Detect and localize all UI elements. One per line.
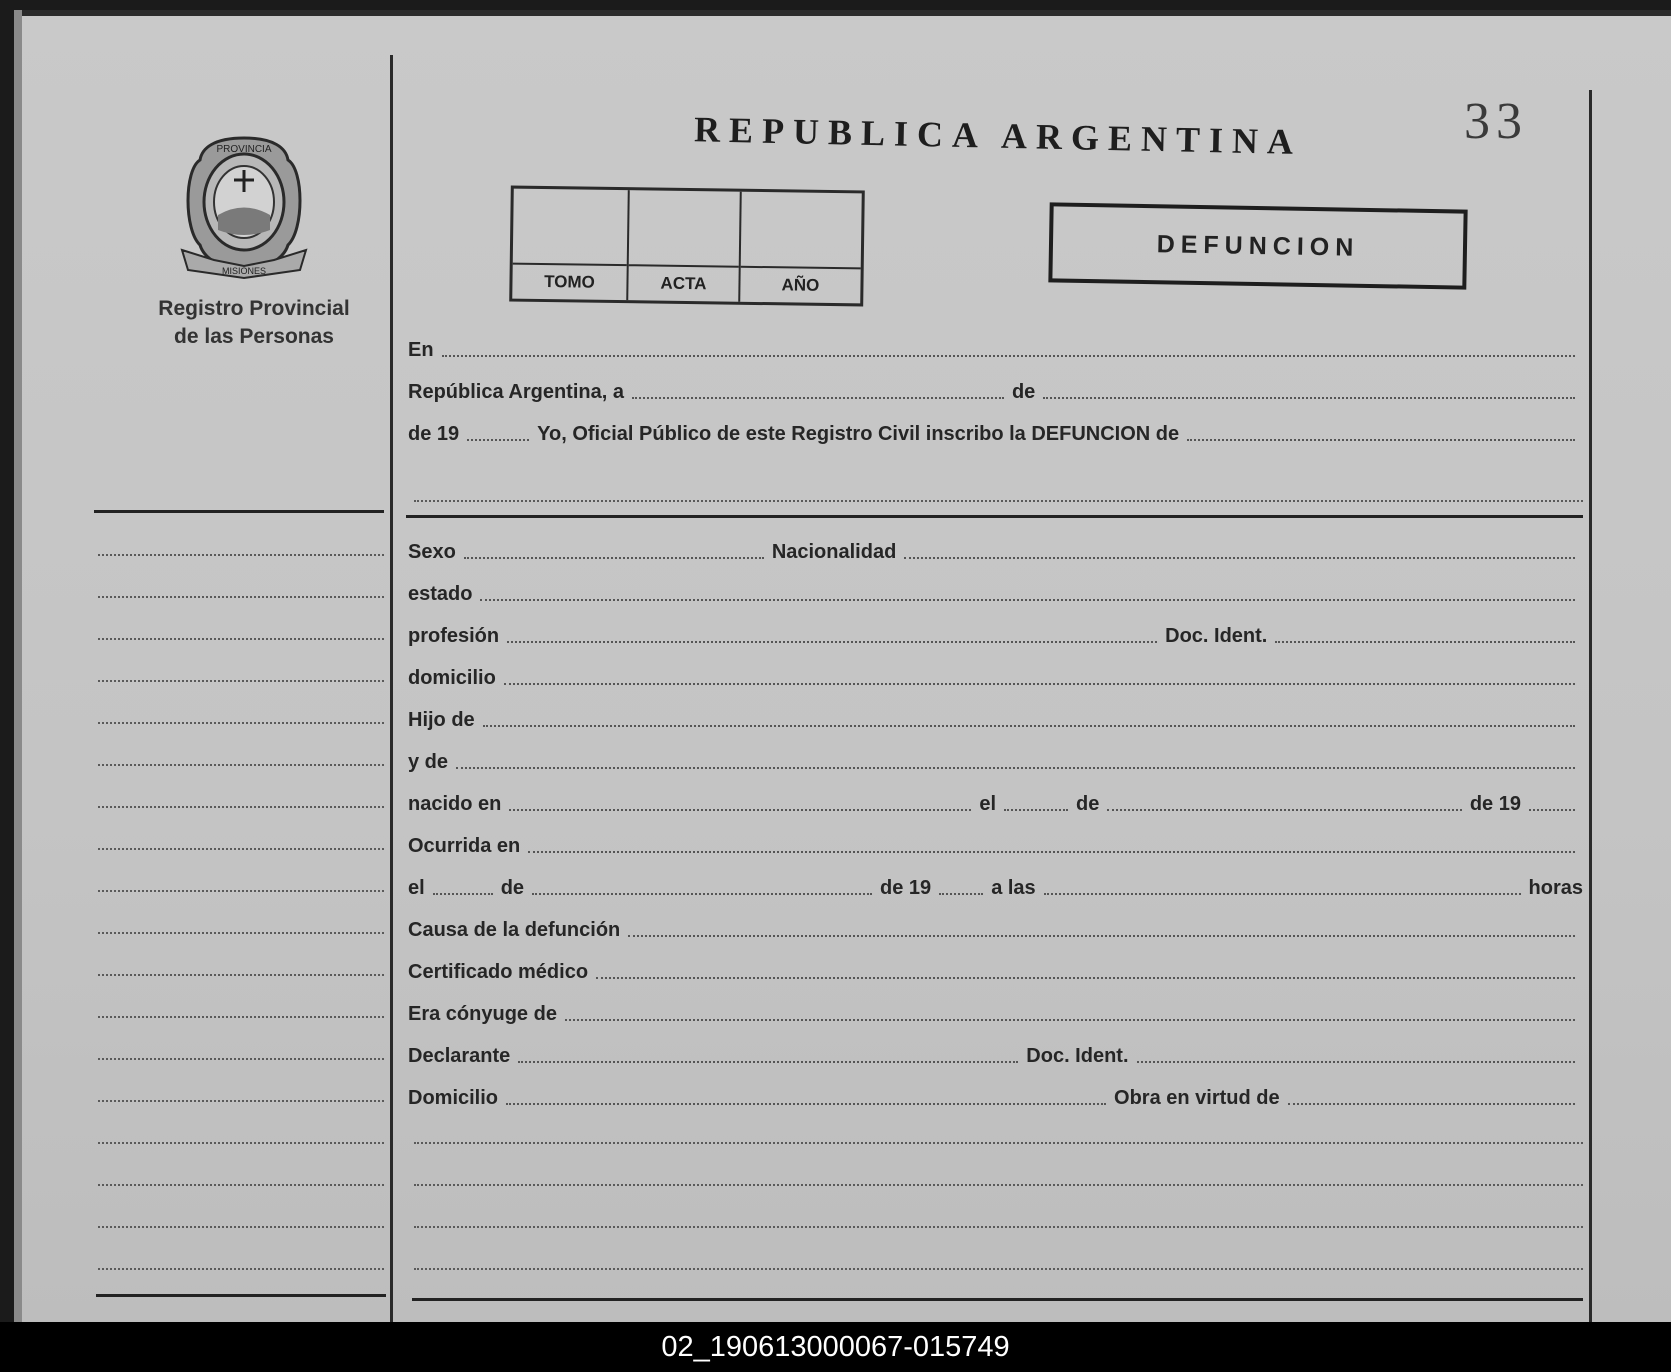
label-profesion: profesión <box>408 625 500 647</box>
left-annotation-line[interactable] <box>98 722 384 724</box>
field-year[interactable] <box>467 439 529 441</box>
organization-line-1: Registro Provincial <box>158 297 350 320</box>
svg-text:PROVINCIA: PROVINCIA <box>216 144 272 155</box>
page-title: REPUBLICA ARGENTINA <box>693 109 1303 163</box>
field-nacionalidad[interactable] <box>904 557 1575 559</box>
field-domicilio-declarante[interactable] <box>506 1103 1106 1105</box>
row-estado <box>408 576 1583 606</box>
main-separator <box>406 515 1583 518</box>
ano-label: AÑO <box>740 266 860 304</box>
left-annotation-line[interactable] <box>98 1184 384 1186</box>
left-annotation-line[interactable] <box>98 932 384 934</box>
field-death-year[interactable] <box>939 893 983 895</box>
left-column-rule <box>390 55 393 1322</box>
row-ocurrida <box>408 828 1583 858</box>
left-annotation-line[interactable] <box>98 890 384 892</box>
label-de-month: de <box>1011 381 1036 403</box>
field-obra[interactable] <box>1288 1103 1575 1105</box>
label-yo: Yo, Oficial Público de este Registro Civil inscribo la DEFUNCION de <box>537 423 1180 445</box>
row-domicilio-declarante <box>408 1080 1583 1110</box>
left-separator-top <box>94 510 384 513</box>
label-hijo-de: Hijo de <box>408 709 475 731</box>
left-annotation-line[interactable] <box>98 680 384 682</box>
field-profesion[interactable] <box>507 641 1157 643</box>
field-death-day[interactable] <box>433 893 493 895</box>
notes-line-1[interactable] <box>414 1142 1583 1144</box>
field-y-de[interactable] <box>456 767 1575 769</box>
left-annotation-line[interactable] <box>98 1100 384 1102</box>
organization-name <box>134 295 374 351</box>
field-deceased-name-cont[interactable] <box>414 500 1583 502</box>
ano-cell[interactable] <box>740 192 862 304</box>
field-estado[interactable] <box>480 599 1575 601</box>
field-sexo[interactable] <box>464 557 764 559</box>
row-domicilio <box>408 660 1583 690</box>
label-de19: de 19 <box>408 423 460 445</box>
left-annotation-line[interactable] <box>98 1058 384 1060</box>
field-hora[interactable] <box>1044 893 1521 895</box>
notes-line-2[interactable] <box>414 1184 1583 1186</box>
left-annotation-line[interactable] <box>98 554 384 556</box>
label-de19-death: de 19 <box>880 877 932 899</box>
field-birth-day[interactable] <box>1004 809 1068 811</box>
row-republica <box>408 374 1583 404</box>
left-annotation-line[interactable] <box>98 638 384 640</box>
field-mes[interactable] <box>1043 397 1575 399</box>
field-doc-ident-declarante[interactable] <box>1137 1061 1575 1063</box>
left-annotation-line[interactable] <box>98 848 384 850</box>
label-nacido-en: nacido en <box>408 793 502 815</box>
field-certificado[interactable] <box>596 977 1575 979</box>
register-table <box>509 186 865 307</box>
label-domicilio: domicilio <box>408 667 496 689</box>
label-de-death: de <box>500 877 525 899</box>
field-declarante[interactable] <box>518 1061 1018 1063</box>
main-separator-bottom <box>412 1298 1583 1301</box>
field-birth-month[interactable] <box>1107 809 1461 811</box>
field-birth-year[interactable] <box>1529 809 1575 811</box>
organization-line-2: de las Personas <box>174 325 334 348</box>
row-hijo-de <box>408 702 1583 732</box>
label-conyuge: Era cónyuge de <box>408 1003 557 1025</box>
label-certificado: Certificado médico <box>408 961 589 983</box>
label-obra: Obra en virtud de <box>1114 1087 1280 1109</box>
tomo-cell[interactable] <box>512 189 630 301</box>
label-doc-ident-declarante: Doc. Ident. <box>1026 1045 1129 1067</box>
row-yo <box>408 416 1583 446</box>
field-ocurrida-en[interactable] <box>528 851 1575 853</box>
row-profesion <box>408 618 1583 648</box>
label-nacionalidad: Nacionalidad <box>771 541 897 563</box>
label-estado: estado <box>408 583 473 605</box>
row-en <box>408 332 1583 362</box>
label-a-las: a las <box>991 877 1036 899</box>
left-annotation-line[interactable] <box>98 1226 384 1228</box>
acta-label: ACTA <box>628 264 738 302</box>
field-domicilio[interactable] <box>504 683 1575 685</box>
label-declarante: Declarante <box>408 1045 511 1067</box>
field-nacido-en[interactable] <box>509 809 971 811</box>
svg-text:MISIONES: MISIONES <box>221 266 267 276</box>
label-horas: horas <box>1528 877 1583 899</box>
label-y-de: y de <box>408 751 449 773</box>
right-margin-rule <box>1589 90 1592 1322</box>
row-fecha-hora <box>408 870 1583 900</box>
coat-of-arms-icon <box>174 130 314 280</box>
row-causa <box>408 912 1583 942</box>
left-annotation-line[interactable] <box>98 1016 384 1018</box>
page-left-edge <box>14 10 22 1322</box>
label-domicilio-declarante: Domicilio <box>408 1087 499 1109</box>
row-conyuge <box>408 996 1583 1026</box>
left-annotation-line[interactable] <box>98 806 384 808</box>
left-separator-bottom <box>96 1294 386 1297</box>
page-number: 33 <box>1464 93 1528 150</box>
field-deceased-name[interactable] <box>1187 439 1575 441</box>
label-republica: República Argentina, a <box>408 381 624 403</box>
left-annotation-line[interactable] <box>98 596 384 598</box>
label-ocurrida-en: Ocurrida en <box>408 835 521 857</box>
notes-line-4[interactable] <box>414 1268 1583 1270</box>
field-conyuge[interactable] <box>565 1019 1575 1021</box>
row-certificado <box>408 954 1583 984</box>
label-de-birth: de <box>1076 793 1100 815</box>
label-doc-ident: Doc. Ident. <box>1165 625 1268 647</box>
field-doc-ident[interactable] <box>1275 641 1575 643</box>
row-declarante <box>408 1038 1583 1068</box>
left-annotation-line[interactable] <box>98 1142 384 1144</box>
page-top-edge <box>14 10 1671 16</box>
left-annotation-line[interactable] <box>98 974 384 976</box>
row-nacido <box>408 786 1583 816</box>
left-annotation-line[interactable] <box>98 764 384 766</box>
label-en: En <box>408 339 434 361</box>
field-causa[interactable] <box>628 935 1575 937</box>
field-en[interactable] <box>442 355 1575 357</box>
row-sexo <box>408 534 1583 564</box>
field-dia[interactable] <box>632 397 1004 399</box>
left-annotation-line[interactable] <box>98 1268 384 1270</box>
record-type-box: DEFUNCION <box>1048 202 1467 289</box>
label-sexo: Sexo <box>408 541 456 563</box>
field-death-month[interactable] <box>532 893 872 895</box>
tomo-label: TOMO <box>512 263 626 301</box>
row-y-de <box>408 744 1583 774</box>
document-page <box>14 10 1671 1322</box>
field-hijo-de[interactable] <box>483 725 1575 727</box>
label-causa: Causa de la defunción <box>408 919 621 941</box>
notes-line-3[interactable] <box>414 1226 1583 1228</box>
label-el-birth: el <box>979 793 997 815</box>
label-el-death: el <box>408 877 425 899</box>
image-id-footer: 02_190613000067-015749 <box>0 1322 1671 1372</box>
acta-cell[interactable] <box>628 190 742 302</box>
label-de19-birth: de 19 <box>1469 793 1521 815</box>
